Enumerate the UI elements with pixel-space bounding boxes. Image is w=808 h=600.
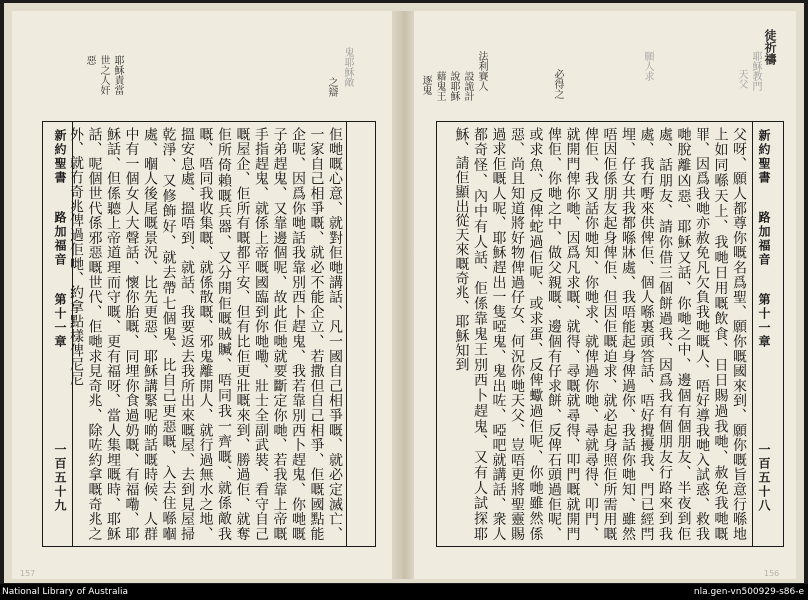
side-note: 逐鬼 [420, 75, 431, 95]
body-text: 父呀、願人都尊你嘅名爲聖、願你嘅國來到、願你嘅旨意行喺地上如同喺天上、我哋日用嘅飲食、日日賜過我哋、赦免我哋嘅罪、因爲我哋亦赦免凡欠負我哋嘅人、唔好導我哋入試惑、救我哋脫離凶惡、耶穌又話、你哋之中、邊個有個朋友、半夜到佢處、話朋友、請你借三個餅過我、因爲我有個朋友行路來到我處、我冇嘢來供俾佢、個人喺裏頭答話、唔好攪擾我、門已經閂埋、仔女共我都喺牀處、我唔能起身俾過你、我話你哋知、雖然唔因佢係朋友起身俾佢、但因佢嘅迫求、就必起身照佢所需用嘅俾佢、我又話你哋知、你哋求、就俾過你哋、尋就尋得、叩門、就開門俾你哋、因爲凡求嘅、就得、尋嘅就尋得、叩門嘅就開門俾佢、你哋之中、做父親嘅、邊個有仔求餅、反俾石頭過佢呢、或求魚、反俾蛇過佢呢、或求蛋、反俾蠍過佢呢、你哋雖然係惡、尚且知道將好物俾過仔女、何況你哋天父、豈唔更將聖靈賜過求佢嘅人呢、耶穌趕出一隻啞鬼、鬼出咗、啞吧就講話、衆人都奇怪、內中有人話、佢係靠鬼王別西卜趕鬼、又有人試探耶穌、請佢顯出從天來嘅奇兆、耶穌知到 [453, 127, 747, 541]
page-number: 一百五十九 [53, 443, 67, 513]
side-note: 世之人奸 [98, 55, 109, 95]
side-note: 耶穌責當 [112, 55, 123, 95]
footer-credit: National Library of Australia [2, 587, 129, 597]
side-note: 設詭計 [462, 71, 473, 101]
book-name: 路加福音 [53, 211, 67, 267]
side-note: 鬼耶穌敵 [342, 47, 353, 87]
header-divider [752, 121, 753, 547]
chapter-title: 第十一章 [53, 293, 67, 349]
running-title: 新約聖書 [757, 129, 771, 185]
side-note: 藉鬼王 [434, 71, 445, 101]
page-number: 一百五十八 [757, 443, 771, 513]
footer-bar [0, 584, 808, 600]
side-note: 徒祈禱 [763, 29, 777, 65]
left-page [12, 11, 392, 579]
right-page [414, 11, 796, 579]
side-note: 願人求 [642, 51, 653, 81]
gutter [392, 11, 414, 579]
side-note: 耶穌教門 [750, 51, 761, 91]
header-rule [346, 121, 347, 547]
pencil-mark: 157 [20, 569, 36, 578]
book-name: 路加福音 [757, 211, 771, 267]
pencil-mark: 156 [764, 569, 780, 578]
side-note: 必得之 [552, 69, 563, 99]
footer-identifier: nla.gen-vn500929-s86-e [693, 587, 804, 597]
side-note: 惡 [84, 55, 95, 65]
side-note: 之辯 [326, 77, 337, 97]
chapter-title: 第十一章 [757, 293, 771, 349]
side-note: 天父 [736, 69, 747, 89]
body-text: 佢哋嘅心意、就對佢哋講話、凡一國自己相爭嘅、就必定滅亡、一家自己相爭嘅、就必不能企立、若撒但自己相爭、佢嘅國點能企呢、因爲你哋話我靠別西卜趕鬼、我若靠別西卜趕鬼、你哋嘅子弟趕鬼、又靠邊個呢、故此佢哋就要斷定你哋、若我靠上帝嘅手指趕鬼、就係上帝嘅國臨到你哋嘞、壯士全副武裝、看守自己嘅屋企、佢所有嘅都平安、但有比佢更壯嘅來到、勝過佢、就奪佢所倚賴嘅兵器、又分開佢嘅賊贓、唔同我一齊嘅、就係敵我嘅、唔同我收集嘅、就係散嘅、邪鬼離開人、就行過無水之地、搵安息處、搵唔到、就話、我要返去我所出來嘅屋、去到見屋掃乾淨、又修飾好、就去帶七個鬼、比自己更惡嘅、入去住喺嗰處、嗰人後尾嘅景況、比先更惡、耶穌講緊呢啲話嘅時候、人群中有一個女人大聲話、懷你胎嘅、同埋你食過奶嘅、有福嘞、耶穌話、但係聽上帝道理而守嘅、更有福呀、當人集埋嘅時、耶穌話、呢個世代係邪惡嘅世代、佢哋求見奇兆、除咗約拿嘅奇兆之外、就冇奇兆俾過佢哋、約拿點樣俾尼尼 [68, 127, 343, 541]
running-title: 新約聖書 [53, 129, 67, 185]
side-note: 法利賽人 [476, 51, 487, 91]
book-spread [4, 3, 804, 583]
side-note: 說耶穌 [448, 71, 459, 101]
